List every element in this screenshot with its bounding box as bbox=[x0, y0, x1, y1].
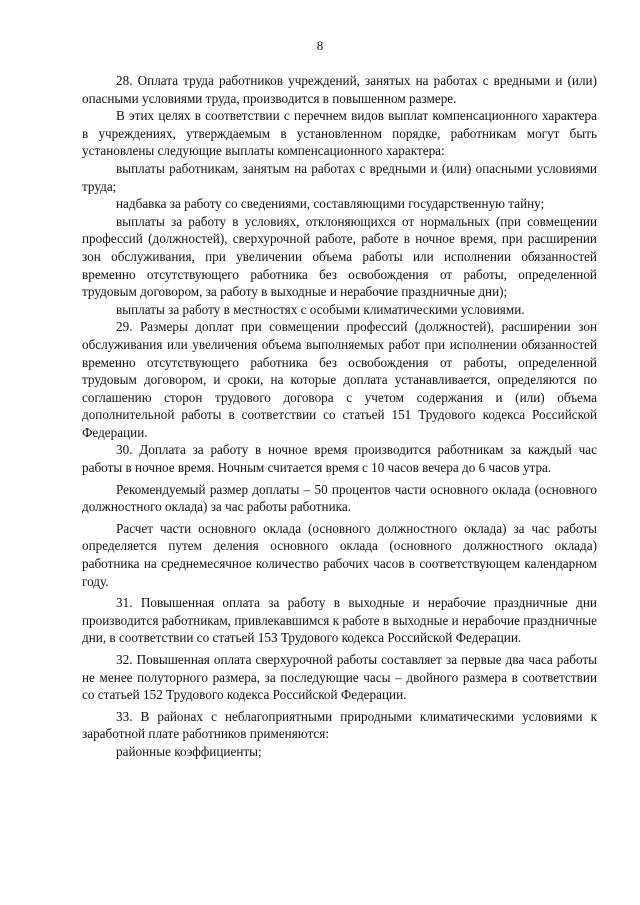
paragraph-30: 30. Доплата за работу в ночное время производится работникам за каждый час работы в ночное время. Ночным считается время с 10 часов вечера до 6 часов утра. bbox=[82, 442, 597, 476]
paragraph-28-purpose: В этих целях в соответствии с перечнем видов выплат компенсационного характера в учреждениях, утверждаемым в установленном порядке, работникам могут быть установлены следующие выплаты компенсационного характера: bbox=[82, 108, 597, 159]
paragraph-abnormal-conditions-payments: выплаты за работу в условиях, отклоняющихся от нормальных (при совмещении профессий (должностей), сверхурочной работе, работе в ночное время, при расширении зон обслуживания, при увеличении объема работы или исполнении обязанностей временно отсутствующего работника без освобождения от работы, определенной трудовым договором, за работу в выходные и нерабочие праздничные дни); bbox=[82, 213, 597, 300]
paragraph-28: 28. Оплата труда работников учреждений, занятых на работах с вредными и (или) опасными условиями труда, производится в повышенном размере. bbox=[82, 73, 597, 106]
paragraph-33: 33. В районах с неблагоприятными природными климатическими условиями к заработной плате работников применяются: bbox=[82, 708, 597, 742]
paragraph-31: 31. Повышенная оплата за работу в выходные и нерабочие праздничные дни производится работникам, привлекавшимся к работе в выходные и нерабочие праздничные дни, в соответствии со статьей 153 Трудового кодекса Российской Федерации. bbox=[82, 595, 597, 646]
paragraph-30-calculation: Расчет части основного оклада (основного должностного оклада) за час работы определяется путем деления основного оклада (основного должностного оклада) работника на среднемесячное количество рабочих часов в соответствующем календарном году. bbox=[82, 520, 597, 589]
paragraph-climate-payments: выплаты за работу в местностях с особыми климатическими условиями. bbox=[116, 301, 525, 317]
paragraph-32: 32. Повышенная оплата сверхурочной работы составляет за первые два часа работы не менее полуторного размера, за последующие часы – двойного размера в соответствии со статьей 152 Трудового кодекса Российской Федерации. bbox=[82, 652, 597, 703]
paragraph-regional-coefficients: районные коэффициенты; bbox=[116, 743, 262, 759]
page-number: 8 bbox=[316, 38, 324, 53]
document-body bbox=[82, 72, 597, 761]
paragraph-30-rate: Рекомендуемый размер доплаты – 50 процентов части основного оклада (основного должностного оклада) за час работы работника. bbox=[82, 481, 597, 515]
paragraph-state-secret-allowance: надбавка за работу со сведениями, составляющими государственную тайну; bbox=[116, 196, 545, 212]
paragraph-29: 29. Размеры доплат при совмещении профессий (должностей), расширении зон обслуживания или увеличения объема выполняемых работ при исполнении обязанностей временно отсутствующего работника без освобождения от работы, определенной трудовым договором, и сроки, на которые доплата устанавливается, определяются по соглашению сторон трудового договора с учетом содержания и (или) объема дополнительной работы в соответствии со статьей 151 Трудового кодекса Российской Федерации. bbox=[82, 319, 597, 440]
paragraph-harmful-work-payments: выплаты работникам, занятым на работах с вредными и (или) опасными условиями труда; bbox=[82, 160, 597, 194]
